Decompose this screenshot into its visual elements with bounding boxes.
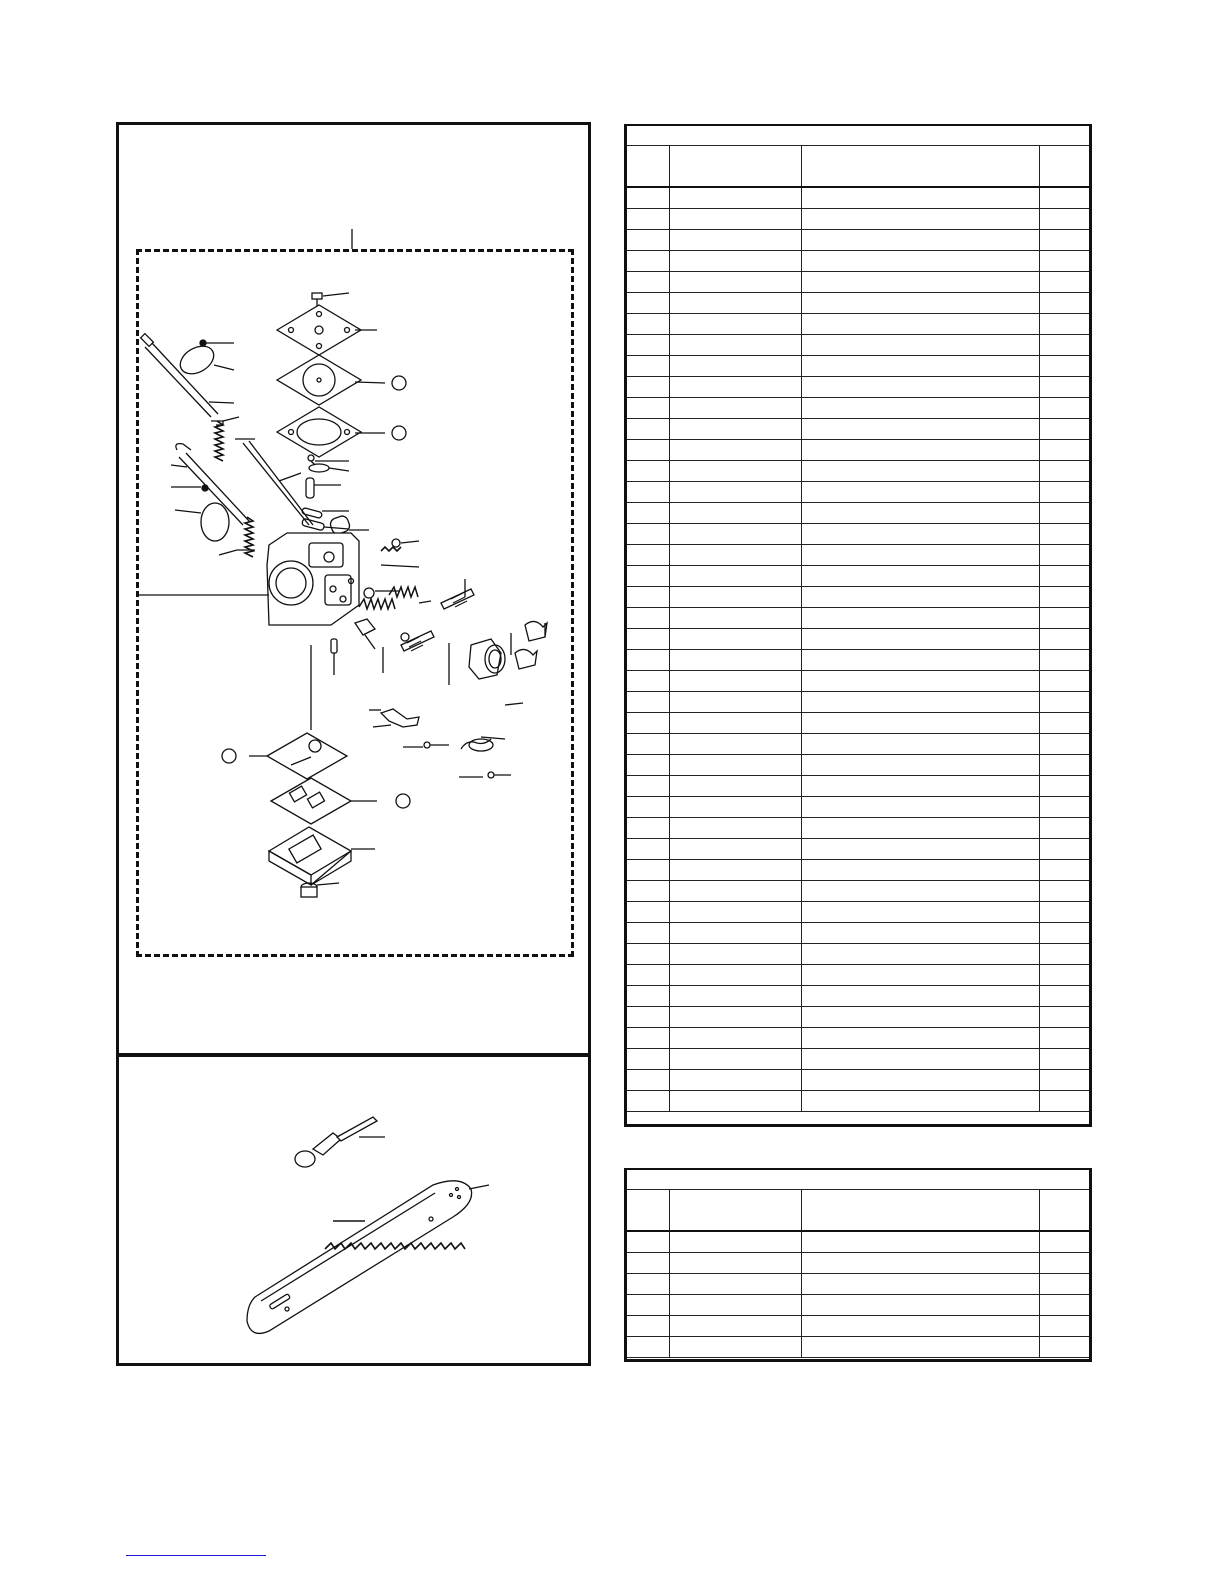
table-row [627, 965, 1089, 986]
description-cell [801, 398, 1039, 419]
part-number-cell [669, 1070, 801, 1091]
table-row [627, 923, 1089, 944]
ref-cell [627, 335, 669, 356]
part-number-cell [669, 986, 801, 1007]
qty-cell [1039, 692, 1089, 713]
part-number-cell [669, 755, 801, 776]
table-row [627, 503, 1089, 524]
choke-shaft-icon [141, 334, 239, 425]
qty-cell [1039, 1091, 1089, 1112]
parts-table-title [627, 126, 1089, 146]
col-qty [1039, 146, 1089, 188]
table-row [627, 587, 1089, 608]
throttle-shaft-icon [171, 444, 250, 541]
qty-cell [1039, 671, 1089, 692]
description-cell [801, 335, 1039, 356]
ref-cell [627, 587, 669, 608]
col-description [801, 146, 1039, 188]
carburetor-exploded-view [119, 125, 594, 1059]
description-cell [801, 587, 1039, 608]
qty-cell [1039, 545, 1089, 566]
guide-bar-icon [247, 1181, 489, 1334]
ref-cell [627, 1253, 669, 1274]
metering-diaphragm-icon [222, 733, 347, 779]
qty-cell [1039, 713, 1089, 734]
qty-cell [1039, 629, 1089, 650]
qty-cell [1039, 187, 1089, 209]
part-number-cell [669, 839, 801, 860]
col-ref-no [627, 1190, 669, 1232]
description-cell [801, 608, 1039, 629]
ref-cell [627, 209, 669, 230]
qty-cell [1039, 860, 1089, 881]
col-part-no [669, 146, 801, 188]
part-number-cell [669, 650, 801, 671]
ref-cell [627, 650, 669, 671]
qty-cell [1039, 377, 1089, 398]
ref-cell [627, 1316, 669, 1337]
part-number-cell [669, 1091, 801, 1112]
description-cell [801, 755, 1039, 776]
ref-cell [627, 671, 669, 692]
qty-cell [1039, 839, 1089, 860]
description-cell [801, 1231, 1039, 1253]
part-number-cell [669, 713, 801, 734]
table-row [627, 650, 1089, 671]
table-row [627, 1337, 1089, 1358]
table-row [627, 482, 1089, 503]
part-number-cell [669, 419, 801, 440]
col-part-no [669, 1190, 801, 1232]
col-description [801, 1190, 1039, 1232]
description-cell [801, 545, 1039, 566]
table-row [627, 755, 1089, 776]
table-row [627, 461, 1089, 482]
table-row [627, 1231, 1089, 1253]
col-ref-no [627, 146, 669, 188]
table-row [627, 671, 1089, 692]
description-cell [801, 503, 1039, 524]
description-cell [801, 187, 1039, 209]
fitting-parts-icon [364, 539, 419, 598]
table-row [627, 1091, 1089, 1112]
description-cell [801, 797, 1039, 818]
table-row [627, 377, 1089, 398]
part-number-cell [669, 272, 801, 293]
description-cell [801, 986, 1039, 1007]
ref-cell [627, 272, 669, 293]
description-cell [801, 776, 1039, 797]
qty-cell [1039, 986, 1089, 1007]
part-number-cell [669, 692, 801, 713]
qty-cell [1039, 356, 1089, 377]
table-row [627, 1070, 1089, 1091]
ref-cell [627, 377, 669, 398]
description-cell [801, 923, 1039, 944]
table-row [627, 335, 1089, 356]
part-number-cell [669, 230, 801, 251]
qty-cell [1039, 776, 1089, 797]
part-number-cell [669, 965, 801, 986]
ref-cell [627, 692, 669, 713]
table-row [627, 440, 1089, 461]
description-cell [801, 881, 1039, 902]
ref-cell [627, 1337, 669, 1358]
part-number-cell [669, 881, 801, 902]
table-row [627, 272, 1089, 293]
ref-cell [627, 1049, 669, 1070]
ref-cell [627, 839, 669, 860]
description-cell [801, 377, 1039, 398]
ref-cell [627, 398, 669, 419]
qty-cell [1039, 251, 1089, 272]
pump-gasket-icon [277, 407, 406, 457]
idle-adjust-icon [331, 619, 383, 675]
part-number-cell [669, 1295, 801, 1316]
qty-cell [1039, 461, 1089, 482]
table-row [627, 944, 1089, 965]
ref-cell [627, 503, 669, 524]
part-number-cell [669, 944, 801, 965]
ref-cell [627, 1070, 669, 1091]
description-cell [801, 566, 1039, 587]
ref-cell [627, 293, 669, 314]
qty-cell [1039, 440, 1089, 461]
ref-cell [627, 776, 669, 797]
table-row [627, 1316, 1089, 1337]
ref-cell [627, 1091, 669, 1112]
qty-cell [1039, 272, 1089, 293]
qty-cell [1039, 734, 1089, 755]
table-row [627, 209, 1089, 230]
table-row [627, 881, 1089, 902]
part-number-cell [669, 1253, 801, 1274]
description-cell [801, 818, 1039, 839]
description-cell [801, 692, 1039, 713]
qty-cell [1039, 1070, 1089, 1091]
table-row [627, 860, 1089, 881]
table-row [627, 187, 1089, 209]
table-row [627, 608, 1089, 629]
qty-cell [1039, 587, 1089, 608]
qty-cell [1039, 335, 1089, 356]
description-cell [801, 1253, 1039, 1274]
table-row [627, 986, 1089, 1007]
ref-cell [627, 902, 669, 923]
qty-cell [1039, 818, 1089, 839]
part-number-cell [669, 734, 801, 755]
ref-cell [627, 545, 669, 566]
table-row [627, 839, 1089, 860]
qty-cell [1039, 1231, 1089, 1253]
qty-cell [1039, 755, 1089, 776]
qty-cell [1039, 482, 1089, 503]
part-number-cell [669, 398, 801, 419]
description-cell [801, 440, 1039, 461]
part-number-cell [669, 545, 801, 566]
pump-cover-icon [277, 305, 377, 355]
ref-cell [627, 860, 669, 881]
cover-bottom-screw-icon [301, 883, 339, 897]
qty-cell [1039, 965, 1089, 986]
qty-cell [1039, 1295, 1089, 1316]
description-cell [801, 419, 1039, 440]
part-number-cell [669, 902, 801, 923]
ref-cell [627, 524, 669, 545]
qty-cell [1039, 209, 1089, 230]
accessory-table [624, 1168, 1092, 1362]
part-number-cell [669, 293, 801, 314]
description-cell [801, 713, 1039, 734]
part-number-cell [669, 209, 801, 230]
part-number-cell [669, 1274, 801, 1295]
qty-cell [1039, 1337, 1089, 1358]
part-number-cell [669, 608, 801, 629]
description-cell [801, 1316, 1039, 1337]
lever-clip-icon [369, 709, 511, 778]
carburetor-diagram-panel [116, 122, 591, 1056]
part-number-cell [669, 1316, 801, 1337]
scrench-tool-icon [295, 1117, 385, 1167]
qty-cell [1039, 566, 1089, 587]
part-number-cell [669, 1337, 801, 1358]
description-cell [801, 482, 1039, 503]
parts-list-table [624, 124, 1092, 1127]
table-row [627, 629, 1089, 650]
description-cell [801, 902, 1039, 923]
ref-cell [627, 944, 669, 965]
qty-cell [1039, 797, 1089, 818]
description-cell [801, 1028, 1039, 1049]
ref-cell [627, 965, 669, 986]
description-cell [801, 1091, 1039, 1112]
qty-cell [1039, 314, 1089, 335]
accessories-illustration [119, 1057, 594, 1369]
ref-cell [627, 629, 669, 650]
part-number-cell [669, 1007, 801, 1028]
table-row [627, 902, 1089, 923]
ref-cell [627, 187, 669, 209]
metering-cover-icon [269, 827, 375, 885]
ref-cell [627, 1007, 669, 1028]
description-cell [801, 230, 1039, 251]
part-number-cell [669, 860, 801, 881]
description-cell [801, 1049, 1039, 1070]
accessories-panel [116, 1054, 591, 1366]
qty-cell [1039, 1253, 1089, 1274]
qty-cell [1039, 293, 1089, 314]
metering-gasket-icon [271, 778, 410, 824]
accessory-table-title [627, 1170, 1089, 1190]
table-row [627, 713, 1089, 734]
ref-cell [627, 1028, 669, 1049]
part-number-cell [669, 314, 801, 335]
ref-cell [627, 881, 669, 902]
inlet-needle-parts-icon [279, 455, 369, 536]
part-number-cell [669, 251, 801, 272]
part-number-cell [669, 377, 801, 398]
table-row [627, 251, 1089, 272]
ref-cell [627, 797, 669, 818]
ref-cell [627, 419, 669, 440]
description-cell [801, 860, 1039, 881]
part-number-cell [669, 776, 801, 797]
description-cell [801, 1007, 1039, 1028]
table-row [627, 1295, 1089, 1316]
qty-cell [1039, 1007, 1089, 1028]
pump-diaphragm-icon [277, 355, 406, 405]
part-number-cell [669, 587, 801, 608]
description-cell [801, 944, 1039, 965]
table-row [627, 776, 1089, 797]
ref-cell [627, 314, 669, 335]
description-cell [801, 356, 1039, 377]
description-cell [801, 1295, 1039, 1316]
part-number-cell [669, 818, 801, 839]
description-cell [801, 461, 1039, 482]
ref-cell [627, 566, 669, 587]
table-row [627, 314, 1089, 335]
table-row [627, 293, 1089, 314]
part-number-cell [669, 671, 801, 692]
limiter-caps-icon [469, 621, 547, 705]
table-row [627, 1028, 1089, 1049]
part-number-cell [669, 503, 801, 524]
table-row [627, 545, 1089, 566]
table-row [627, 1049, 1089, 1070]
part-number-cell [669, 1028, 801, 1049]
table-row [627, 356, 1089, 377]
ref-cell [627, 1295, 669, 1316]
ref-cell [627, 356, 669, 377]
description-cell [801, 734, 1039, 755]
description-cell [801, 251, 1039, 272]
part-number-cell [669, 923, 801, 944]
description-cell [801, 1070, 1039, 1091]
table-row [627, 1007, 1089, 1028]
qty-cell [1039, 923, 1089, 944]
description-cell [801, 1337, 1039, 1358]
qty-cell [1039, 881, 1089, 902]
table-row [627, 566, 1089, 587]
qty-cell [1039, 503, 1089, 524]
table-row [627, 1274, 1089, 1295]
part-number-cell [669, 1049, 801, 1070]
part-number-cell [669, 797, 801, 818]
part-number-cell [669, 482, 801, 503]
description-cell [801, 209, 1039, 230]
ref-cell [627, 986, 669, 1007]
part-number-cell [669, 1231, 801, 1253]
col-qty [1039, 1190, 1089, 1232]
description-cell [801, 965, 1039, 986]
qty-cell [1039, 608, 1089, 629]
description-cell [801, 650, 1039, 671]
part-number-cell [669, 524, 801, 545]
description-cell [801, 1274, 1039, 1295]
ref-cell [627, 608, 669, 629]
ref-cell [627, 251, 669, 272]
part-number-cell [669, 440, 801, 461]
mixture-needles-icon [359, 579, 474, 685]
part-number-cell [669, 335, 801, 356]
table-row [627, 797, 1089, 818]
part-number-cell [669, 356, 801, 377]
qty-cell [1039, 1274, 1089, 1295]
ref-cell [627, 734, 669, 755]
ref-cell [627, 923, 669, 944]
table-row [627, 1253, 1089, 1274]
part-number-cell [669, 629, 801, 650]
qty-cell [1039, 524, 1089, 545]
qty-cell [1039, 398, 1089, 419]
description-cell [801, 671, 1039, 692]
ref-cell [627, 713, 669, 734]
qty-cell [1039, 944, 1089, 965]
description-cell [801, 839, 1039, 860]
table-row [627, 398, 1089, 419]
ref-cell [627, 1274, 669, 1295]
table-row [627, 734, 1089, 755]
qty-cell [1039, 419, 1089, 440]
part-number-cell [669, 461, 801, 482]
ref-cell [627, 755, 669, 776]
table-row [627, 692, 1089, 713]
description-cell [801, 524, 1039, 545]
table-row [627, 230, 1089, 251]
table-row [627, 524, 1089, 545]
part-number-cell [669, 187, 801, 209]
ref-cell [627, 461, 669, 482]
description-cell [801, 272, 1039, 293]
description-cell [801, 314, 1039, 335]
qty-cell [1039, 650, 1089, 671]
qty-cell [1039, 1049, 1089, 1070]
table-row [627, 818, 1089, 839]
qty-cell [1039, 1316, 1089, 1337]
footer-link[interactable] [126, 1555, 266, 1556]
qty-cell [1039, 1028, 1089, 1049]
description-cell [801, 629, 1039, 650]
part-number-cell [669, 566, 801, 587]
ref-cell [627, 1231, 669, 1253]
description-cell [801, 293, 1039, 314]
table-row [627, 419, 1089, 440]
qty-cell [1039, 230, 1089, 251]
ref-cell [627, 482, 669, 503]
ref-cell [627, 230, 669, 251]
qty-cell [1039, 902, 1089, 923]
ref-cell [627, 818, 669, 839]
ref-cell [627, 440, 669, 461]
